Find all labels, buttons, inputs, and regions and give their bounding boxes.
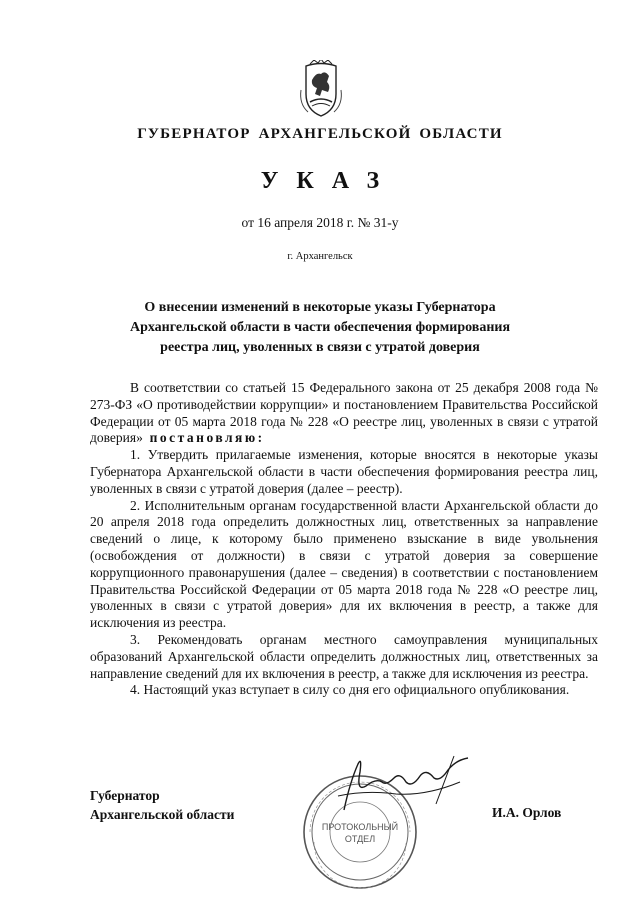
document-date-number: от 16 апреля 2018 г. № 31-у xyxy=(241,215,399,230)
decree-item-4: 4. Настоящий указ вступает в силу со дня его официального опубликования. xyxy=(130,682,570,698)
stamp-text: ПРОТОКОЛЬНЫЙ xyxy=(321,822,399,832)
signatory-post xyxy=(90,786,234,824)
decree-item-2: 2. Исполнительным органам государственной власти Архангельской области до 20 апреля 2018 года определить должностных лиц, ответственных за направление сведений о лице, к которому было применено взыскание в виде увольнения (освобождения от должности) в связи с утратой доверия за совершение коррупционного правонарушения (далее – сведения) в соответствии с постановлением Правительства Российской Федерации от 05 марта 2018 года № 228 «О реестре лиц, уволенных в связи с утратой доверия» для их включения в реестр, а также для исключения из реестра. xyxy=(90,497,598,631)
stamp-text: ОТДЕЛ xyxy=(344,834,376,844)
issuing-authority: ГУБЕРНАТОР АРХАНГЕЛЬСКОЙ ОБЛАСТИ xyxy=(137,126,503,142)
preamble-text: В соответствии со статьей 15 Федерального закона от 25 декабря 2008 года № 273-ФЗ «О противодействии коррупции» и постановлением Правительства Российской Федерации от 05 марта 2018 года № 228 «О реестре лиц, уволенных в связи с утратой доверия» xyxy=(90,380,598,446)
document-body xyxy=(90,380,598,699)
preamble-paragraph xyxy=(90,380,598,447)
signatory-post-line: Губернатор xyxy=(90,788,160,803)
title-line: О внесении изменений в некоторые указы Губернатора xyxy=(144,300,496,315)
document-city: г. Архангельск xyxy=(287,251,353,262)
decree-item-3: 3. Рекомендовать органам местного самоуправления муниципальных образований Архангельской области определить должностных лиц, ответственных за направление сведений для их включения в реестр, а также для исключения из реестра. xyxy=(90,631,598,681)
decree-keyword: постановляю: xyxy=(149,430,265,446)
handwritten-signature xyxy=(336,752,476,814)
coat-of-arms-emblem xyxy=(298,60,344,118)
document-type: УКАЗ xyxy=(260,168,398,194)
signatory-name: И.А. Орлов xyxy=(492,805,562,820)
document-title xyxy=(0,298,640,358)
signatory-post-line: Архангельской области xyxy=(90,807,235,822)
title-line: Архангельской области в части обеспечения формирования xyxy=(129,320,511,335)
title-line: реестра лиц, уволенных в связи с утратой доверия xyxy=(160,340,480,355)
decree-item-1: 1. Утвердить прилагаемые изменения, которые вносятся в некоторые указы Губернатора Архангельской области в части обеспечения формирования реестра лиц, уволенных в связи с утратой доверия (далее – реестр). xyxy=(90,447,598,496)
